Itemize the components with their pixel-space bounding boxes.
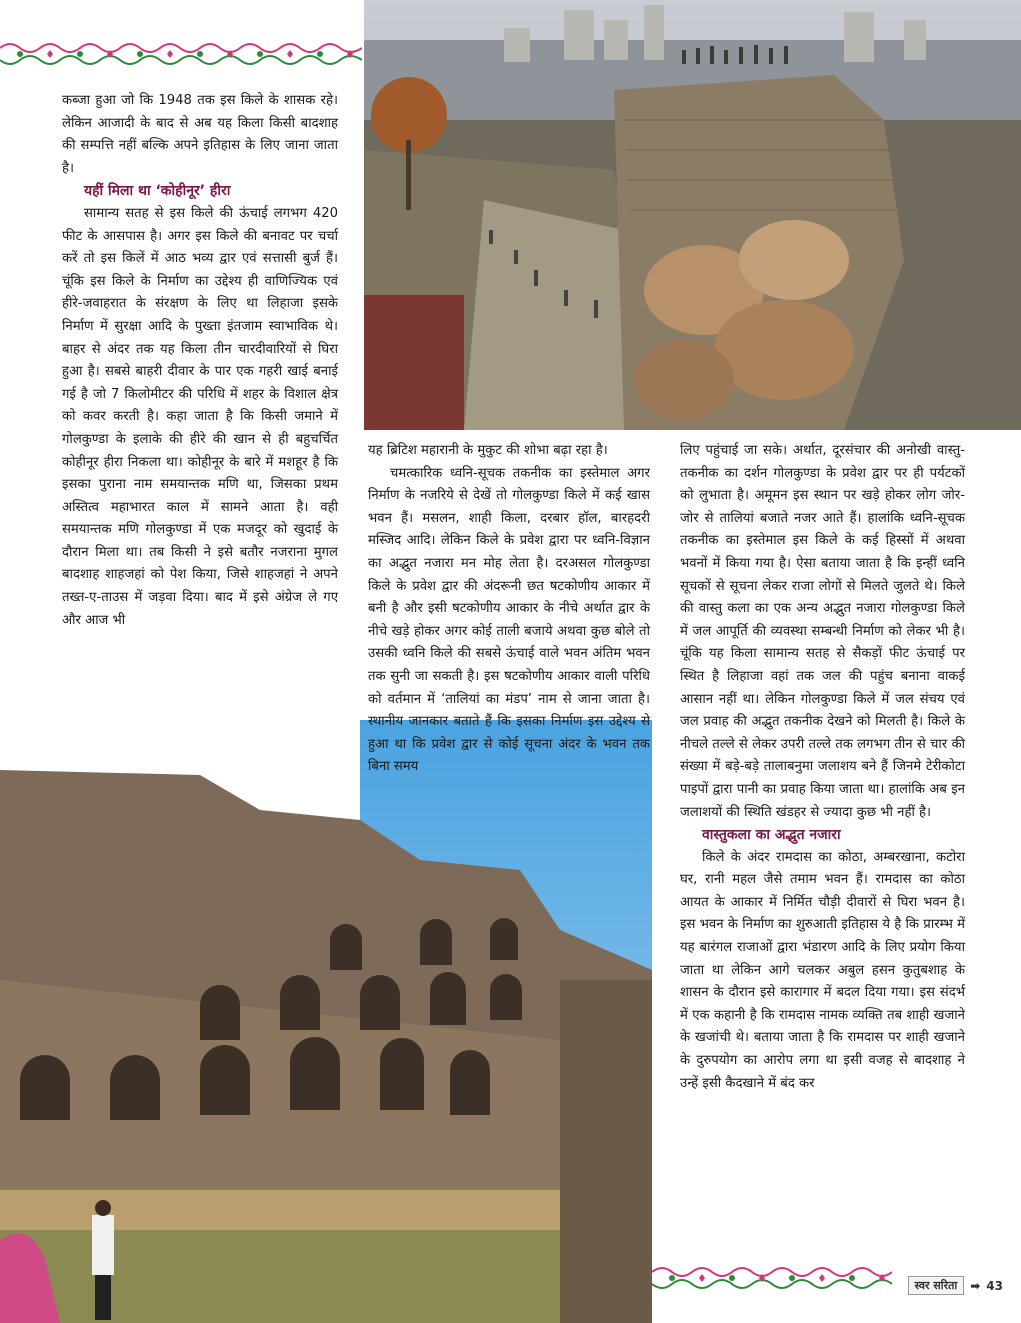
heading-vastukala: वास्तुकला का अद्भुत नजारा [702, 827, 841, 844]
page-folio [908, 1276, 1003, 1295]
col2-first-line: यह ब्रिटिश महारानी के मुकुट की शोभा बढ़ा रहा है। [368, 443, 608, 458]
decorative-border [0, 38, 362, 72]
fort-arches-photo [0, 720, 652, 1323]
col1-top-paragraph: कब्जा हुआ जो कि 1948 तक इस किले के शासक रहे। लेकिन आजादी के बाद से अब यह किला किसी बादशाह की सम्पत्ति नहीं बल्कि अपने इतिहास के लिए जाना जाता है। [62, 93, 338, 176]
col3-body-paragraph-2: किले के अंदर रामदास का कोठा, अम्बरखाना, कटोरा घर, रानी महल जैसे तमाम भवन हैं। रामदास का कोठा आयत के आकार में निर्मित चौड़ी दीवारों से घिरा भवन है। इस भवन के निर्माण का शुरुआती इतिहास ये है कि प्रारम्भ में यह बारंगल राजाओं द्वारा भंडारण आदि के लिए प्रयोग किया जाता था लेकिन आगे चलकर अबुल हसन कुतुबशाह के शासन के दौरान इसे कारागार में बदल दिया गया। इस संदर्भ में एक कहानी है कि रामदास नामक व्यक्ति तब शाही खजाने के खजांची थे। बताया जाता है कि रामदास पर शाही खजाने के दुरुपयोग का आरोप लगा था इसी वजह से बादशाह ने उन्हें इसी कैदखाने में बंद कर [680, 849, 965, 1091]
col1-body-paragraph: सामान्य सतह से इस किले की ऊंचाई लगभग 420 फीट के आसपास है। अगर इस किले की बनावट पर चर्चा करें तो इस किलें में आठ भव्य द्वार एवं सत्तासी बुर्ज हैं। चूंकि इस किले के निर्माण का उद्देश्य ही वाणिज्यिक एवं हीरे-जवाहरात के संरक्षण के लिए था लिहाजा इसके निर्माण में सुरक्षा आदि के पुख्ता इंतजाम स्वाभाविक थे। बाहर से अंदर तक यह किला तीन चारदीवारियों से घिरा हुआ है। सबसे बाहरी दीवार के पार एक गहरी खाई बनाई गई है जो 7 किलोमीटर की परिधि में शहर के विशाल क्षेत्र को कवर करती है। कहा जाता है कि किसी जमाने में गोलकुण्डा के इलाके की हीरे की खान से ही बहुचर्चित कोहीनूर हीरा निकला था। कोहीनूर के बारे में मशहूर है कि इसका पुराना नाम समयान्तक मणि था, जिसका प्रथम अस्तित्व महाभारत काल में सामने आता है। वही समयान्तक मणि गोलकुण्डा में एक मजदूर को खुदाई के दौरान मिला था। तब किसी ने इसे बतौर नजराना मुगल बादशाह शाहजहां को पेश किया, जिसे शाहजहां ने अपने तख्त-ए-ताउस में जड़वा दिया। बाद में इसे अंग्रेज ले गए और आज भी [62, 205, 338, 628]
col3-body-paragraph: लिए पहुंचाई जा सके। अर्थात, दूरसंचार की अनोखी वास्तु-तकनीक का दर्शन गोलकुण्डा के प्रवेश द्वार पर ही पर्यटकों को लुभाता है। अमूमन इस स्थान पर खड़े होकर लोग जोर-जोर से तालियां बजाते नजर आते हैं। हालांकि ध्वनि-सूचक तकनीक का इस्तेमाल इस किले के कई हिस्सों में अथवा भवनों में किया गया है। ऐसा बताया जाता है कि इन्हीं ध्वनि सूचकों से सूचना लेकर राजा लोगों से मिलते जुलते थे। किले की वास्तु कला का एक अन्य अद्भुत नजारा गोलकुण्डा किले में जल आपूर्ति की व्यवस्था सम्बन्धी निर्माण को लेकर भी है। चूंकि यह किला सामान्य सतह से सैकड़ों फीट ऊंचाई पर स्थित है लिहाजा वहां तक जल की पहुंच बनाना वाकई आसान नहीं था। लेकिन गोलकुण्डा किले में जल संचय एवं जल प्रवाह की अद्भुत तकनीक देखने को मिलती है। किले के नीचले तल्ले से लेकर उपरी तल्ले तक लगभग तीन से चार की संख्या में बड़े-बड़े तालाबनुमा जलाशय बने हैं जिनमे टेरीकोटा पाइपों द्वारा पानी का प्रवाह किया जाता था। हालांकि अब इन जलाशयों की स्थिति खंडहर से ज्यादा कुछ भी नहीं है। [680, 443, 965, 820]
fort-tower-photo [364, 0, 1021, 430]
column-1 [62, 90, 338, 632]
decorative-border-bottom [652, 1262, 892, 1296]
column-3 [680, 440, 965, 1095]
magazine-name: स्वर सरिता [908, 1276, 965, 1295]
top-border [0, 38, 362, 72]
column-2 [368, 440, 650, 779]
heading-kohinoor: यहीं मिला था ‘कोहीनूर’ हीरा [84, 183, 231, 200]
bottom-border [652, 1262, 892, 1296]
col2-body-paragraph: चमत्कारिक ध्वनि-सूचक तकनीक का इस्तेमाल अगर निर्माण के नजरिये से देखें तो गोलकुण्डा किले में कई खास भवन हैं। मसलन, शाही किला, दरबार हॉल, बारहदरी मस्जिद आदि। लेकिन किले के प्रवेश द्वारा पर ध्वनि-विज्ञान का अद्भुत नजारा मन मोह लेता है। दरअसल गोलकुण्डा किले के प्रवेश द्वार की अंदरूनी छत षटकोणीय आकार में बनी है और इसी षटकोणीय आकार के नीचे अर्थात द्वार के नीचे खड़े होकर अगर कोई ताली बजाये अथवा कुछ बोले तो उसकी ध्वनि किले की सबसे ऊंचाई वाले भवन अंतिम भवन तक सुनी जा सकती है। इस षटकोणीय आकार वाली परिधि को वर्तमान में ‘तालियां का मंडप’ नाम से जाना जाता है। स्थानीय जानकार बताते हैं कि इसका निर्माण इस उद्देश्य से हुआ था कि प्रवेश द्वार से कोई सूचना अंदर के भवन तक बिना समय [368, 465, 650, 775]
arrow-icon: ➡ [970, 1278, 981, 1293]
page-number: 43 [986, 1278, 1003, 1293]
